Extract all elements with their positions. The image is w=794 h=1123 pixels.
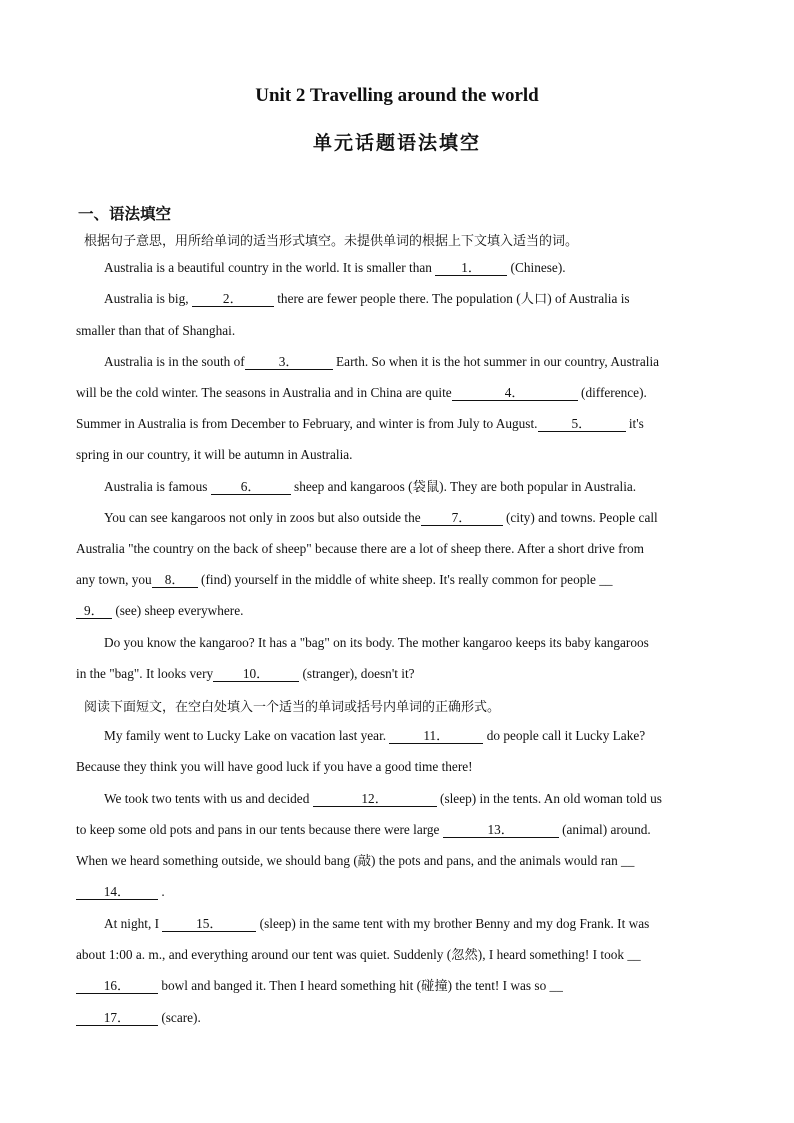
text-run: to keep some old pots and pans in our tents because there were large — [76, 822, 443, 837]
text-run: Summer in Australia is from December to February, and winter is from July to August. — [76, 416, 538, 431]
blank-14[interactable]: 14． — [76, 884, 158, 900]
blank-6[interactable]: 6． — [211, 479, 291, 495]
blank-15[interactable]: 15． — [162, 916, 256, 932]
text-run: any town, you — [76, 572, 152, 587]
text-run: (see) sheep everywhere. — [112, 603, 244, 618]
text-run: Earth. So when it is the hot summer in our country, Australia — [332, 354, 660, 369]
blank-1[interactable]: 1． — [435, 260, 507, 276]
blank-11[interactable]: 11． — [389, 728, 483, 744]
blank-8[interactable]: 8． — [152, 572, 198, 588]
blank-10[interactable]: 10． — [213, 666, 299, 682]
text-run: Australia is in the south of — [104, 354, 245, 369]
text-run: (animal) around. — [558, 822, 651, 837]
blank-5[interactable]: 5． — [538, 416, 626, 432]
paragraph-line — [76, 977, 563, 995]
instruction-1: 根据句子意思，用所给单词的适当形式填空。未提供单词的根据上下文填入适当的词。 — [84, 234, 579, 249]
paragraph-line — [76, 571, 613, 589]
text-run: (city) and towns. People call — [502, 510, 658, 525]
paragraph-line — [104, 478, 636, 496]
text-run: We took two tents with us and decided — [104, 791, 313, 806]
blank-12[interactable]: 12． — [313, 791, 437, 807]
paragraph-line — [76, 883, 165, 901]
text-run: it's — [625, 416, 644, 431]
section-heading: 一、语法填空 — [78, 205, 172, 223]
blank-16[interactable]: 16． — [76, 978, 158, 994]
paragraph-line: When we heard something outside, we should bang (敲) the pots and pans, and the animals would ran __ — [76, 853, 635, 868]
text-run: (scare). — [158, 1010, 201, 1025]
text-run: in the "bag". It looks very — [76, 666, 214, 681]
text-run: Australia is famous — [104, 479, 211, 494]
paragraph-line — [76, 665, 415, 683]
paragraph-line: spring in our country, it will be autumn in Australia. — [76, 447, 353, 462]
paragraph-line — [76, 1009, 201, 1027]
text-run: there are fewer people there. The population (人口) of Australia is — [273, 291, 630, 306]
text-run: Australia is a beautiful country in the world. It is smaller than — [104, 260, 436, 275]
page-title: Unit 2 Travelling around the world — [255, 85, 539, 106]
blank-13[interactable]: 13． — [443, 822, 559, 838]
blank-3[interactable]: 3． — [245, 354, 333, 370]
paragraph-line — [104, 290, 630, 308]
text-run: At night, I — [104, 916, 163, 931]
paragraph-line — [104, 259, 566, 277]
instruction-2: 阅读下面短文，在空白处填入一个适当的单词或括号内单词的正确形式。 — [84, 700, 501, 715]
paragraph-line — [76, 602, 243, 620]
paragraph-line: about 1:00 a. m., and everything around our tent was quiet. Suddenly (忽然), I heard something! I took __ — [76, 947, 641, 962]
blank-2[interactable]: 2． — [192, 291, 274, 307]
paragraph-line — [76, 415, 644, 433]
text-run: My family went to Lucky Lake on vacation last year. — [104, 728, 390, 743]
paragraph-line: smaller than that of Shanghai. — [76, 323, 236, 338]
text-run: do people call it Lucky Lake? — [483, 728, 646, 743]
text-run: Australia is big, — [104, 291, 192, 306]
text-run: bowl and banged it. Then I heard something hit (碰撞) the tent! I was so __ — [158, 978, 563, 993]
paragraph-line: Australia "the country on the back of sheep" because there are a lot of sheep there. After a short drive from — [76, 541, 644, 556]
paragraph-line — [104, 915, 649, 933]
text-run: sheep and kangaroos (袋鼠). They are both popular in Australia. — [290, 479, 637, 494]
text-run: will be the cold winter. The seasons in Australia and in China are quite — [76, 385, 452, 400]
paragraph-line — [104, 727, 645, 745]
text-run: (stranger), doesn't it? — [299, 666, 415, 681]
text-run: You can see kangaroos not only in zoos but also outside the — [104, 510, 421, 525]
blank-9[interactable]: 9． — [76, 603, 112, 619]
text-run: . — [158, 884, 165, 899]
paragraph-line: Because they think you will have good luck if you have a good time there! — [76, 759, 473, 774]
paragraph-line — [76, 821, 651, 839]
paragraph-line: Do you know the kangaroo? It has a "bag" on its body. The mother kangaroo keeps its baby kangaroos — [104, 635, 649, 650]
text-run: (Chinese). — [507, 260, 566, 275]
text-run: (sleep) in the tents. An old woman told us — [436, 791, 662, 806]
blank-4[interactable]: 4． — [452, 385, 578, 401]
blank-17[interactable]: 17． — [76, 1010, 158, 1026]
paragraph-line — [76, 384, 647, 402]
text-run: (difference). — [577, 385, 647, 400]
text-run: (find) yourself in the middle of white sheep. It's really common for people __ — [197, 572, 613, 587]
paragraph-line — [104, 790, 662, 808]
page-subtitle: 单元话题语法填空 — [312, 133, 481, 154]
paragraph-line — [104, 353, 659, 371]
paragraph-line — [104, 509, 658, 527]
blank-7[interactable]: 7． — [421, 510, 503, 526]
text-run: (sleep) in the same tent with my brother Benny and my dog Frank. It was — [256, 916, 650, 931]
